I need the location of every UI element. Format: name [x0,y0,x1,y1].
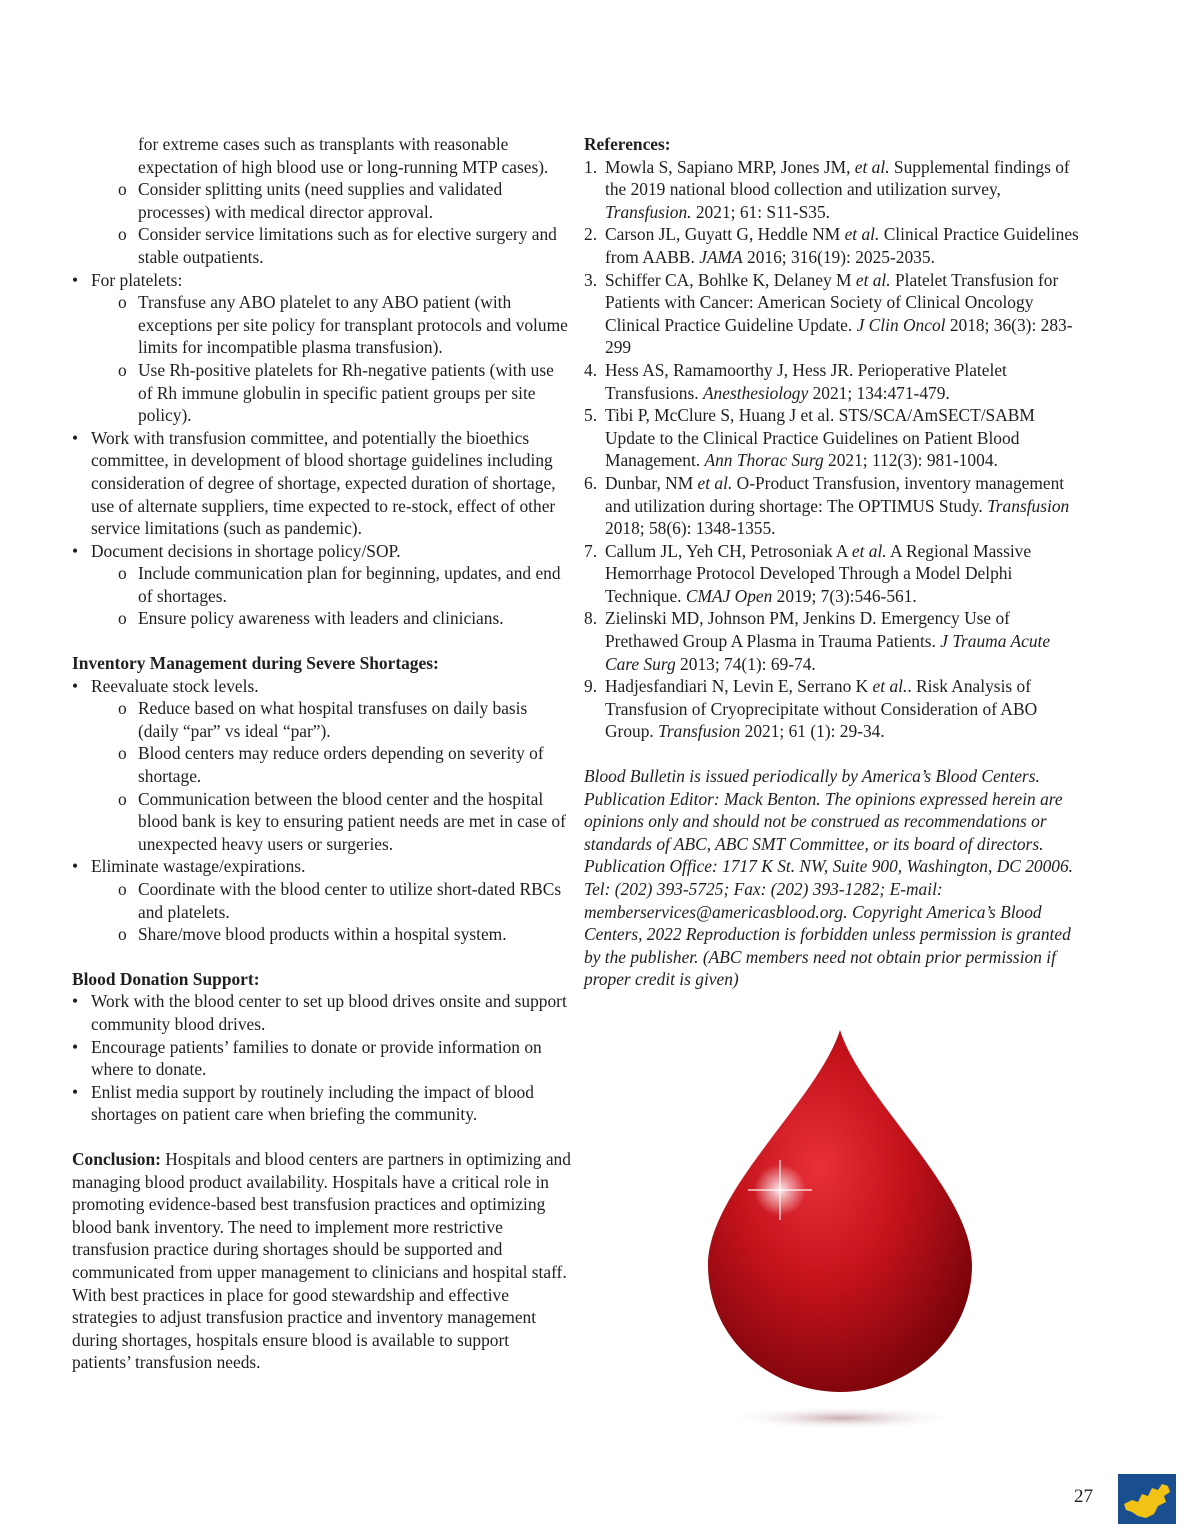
reference-item [584,223,1084,268]
bullet-text: Reevaluate stock levels. [91,675,259,696]
reference-item [584,675,1084,743]
reference-text: Clinical Practice Guidelines from AABB. [605,224,1079,267]
bulletin-notice: Blood Bulletin is issued periodically by America’s Blood Centers. Publication Editor: Mack Benton. The opinions expressed herein are opinions only and should not be construed as recommendations or standards of ABC, ABC SMT Committee, or its board of directors. Publication Office: 1717 K St. NW, Suite 900, Washington, DC 20006. Tel: (202) 393-5725; Fax: (202) 393-1282; E-mail: memberservices@americasblood.org. Copyright America’s Blood Centers, 2022 Reproduction is forbidden unless permission is granted by the publisher. (ABC members need not obtain prior permission if proper credit is given) [584,766,1074,990]
sub-item [118,607,572,630]
reference-italic: J Trauma Acute Care Surg [605,631,1051,674]
reference-text: Zielinski MD, Johnson PM, Jenkins D. Emergency Use of Prethawed Group A Plasma in Trauma Patients. [605,608,1010,652]
sub-item [118,359,572,427]
sub-list [91,291,572,427]
bullet-marker: • [72,540,79,561]
sub-item-text: Use Rh-positive platelets for Rh-negative patients (with use of Rh immune globulin in specific patient groups per site policy). [138,359,554,426]
sub-list [91,878,572,946]
bullet-marker: • [72,427,79,448]
sub-item-text: Communication between the blood center and the hospital blood bank is key to ensuring patient needs are met in case of unexpected heavy users or surgeries. [138,788,566,854]
reference-italic: et al. [855,269,891,290]
sub-bullet-marker: o [118,924,127,945]
sub-item [118,562,572,607]
sub-bullet-marker: o [118,608,127,629]
reference-item [584,404,1084,472]
sub-bullet-marker: o [118,698,127,719]
sub-bullet-marker: o [118,743,127,764]
sub-item-text: Consider service limitations such as for elective surgery and stable outpatients. [138,224,557,267]
sub-bullet-marker: o [118,563,127,584]
sub-item-text: Ensure policy awareness with leaders and clinicians. [138,608,504,629]
reference-text: 2021; 61 (1): 29-34. [740,721,885,742]
reference-number: 1. [584,156,598,177]
sub-bullet-marker: o [118,292,127,313]
bullet-item [72,990,572,1035]
donation-heading: Blood Donation Support: [72,968,260,989]
sub-bullet-marker: o [118,224,127,245]
reference-italic: J Clin Oncol [856,314,946,335]
reference-italic: Transfusion [658,721,741,742]
left-column [72,133,572,1374]
bullet-marker: • [72,675,79,696]
reference-number: 2. [584,224,598,245]
sub-item-text: Coordinate with the blood center to utilize short-dated RBCs and platelets. [138,879,562,922]
reference-text: 2018; 58(6): 1348-1355. [605,518,776,539]
conclusion-label: Conclusion: [72,1148,161,1169]
bullet-item [72,1081,572,1126]
bullet-marker: • [72,1081,79,1102]
sub-bullet-marker: o [118,879,127,899]
reference-number: 6. [584,472,598,493]
reference-item [584,269,1084,359]
reference-text: Hadjesfandiari N, Levin E, Serrano K [605,676,873,697]
reference-italic: et al. [854,156,890,177]
bullet-item [72,427,572,540]
sub-bullet-marker: o [118,359,127,380]
page-number: 27 [1074,1486,1093,1507]
reference-italic: et al. [844,224,880,245]
reference-item [584,359,1084,404]
reference-text: Callum JL, Yeh CH, Petrosoniak A [605,540,852,561]
sub-item [118,742,572,787]
blood-drop-illustration [690,1020,990,1440]
reference-text: . Risk Analysis of Transfusion of Cryoprecipitate without Consideration of ABO Group. [605,676,1038,742]
inventory-bullet-list [72,675,572,946]
policy-bullet-list [72,269,572,631]
intro-sub-item-continuation [118,133,572,178]
reference-italic: et al. [851,540,887,561]
references-list [584,156,1084,743]
sub-item-text: Blood centers may reduce orders depending on severity of shortage. [138,743,544,787]
intro-sub-list [72,133,572,269]
reference-text: Supplemental findings of the 2019 national blood collection and utilization survey, [605,156,1070,200]
reference-text: Tibi P, McClure S, Huang J et al. STS/SCA/AmSECT/SABM Update to the Clinical Practice Guidelines on Patient Blood Management. [605,405,1035,471]
sub-item [118,878,572,923]
intro-sub-item [118,178,572,223]
intro-sub-item [118,223,572,268]
west-virginia-map-icon [1118,1474,1176,1524]
reference-text: A Regional Massive Hemorrhage Protocol Developed Through a Model Delphi Technique. [605,540,1032,606]
bullet-item [72,855,572,945]
reference-item [584,156,1084,224]
reference-text: O-Product Transfusion, inventory management and utilization during shortage: The OPTIMUS Study. [605,472,1065,516]
bullet-item [72,269,572,427]
reference-text: Carson JL, Guyatt G, Heddle NM [605,224,845,245]
reference-text: 2021; 61: S11-S35. [691,201,831,222]
donation-bullet-list [72,990,572,1126]
reference-number: 8. [584,608,598,629]
sub-item [118,923,572,946]
conclusion-text: Hospitals and blood centers are partners in optimizing and managing blood product availability. Hospitals have a critical role in promoting evidence-based best transfusion practices and optimizing blood bank inventory. The need to implement more restrictive transfusion practice during shortages should be supported and communicated from upper management to clinicians and hospital staff. With best practices in place for good stewardship and effective strategies to adjust transfusion practice and inventory management during shortages, hospitals ensure blood is available to support patients’ transfusion needs. [72,1148,571,1373]
bullet-text: Work with transfusion committee, and potentially the bioethics committee, in development of blood shortage guidelines including consideration of degree of shortage, expected duration of shortage, use of alternate suppliers, time expected to re-stock, effect of other service limitations (such as pandemic). [91,427,556,539]
reference-italic: Transfusion [987,495,1070,516]
bullet-text: Eliminate wastage/expirations. [91,856,306,877]
bullet-marker: • [72,991,79,1012]
sub-list [91,697,572,855]
reference-italic: Transfusion. [605,201,692,222]
bullet-item [72,540,572,630]
reference-number: 9. [584,676,598,697]
reference-text: Dunbar, NM [605,472,698,493]
sub-item-text: Transfuse any ABO platelet to any ABO patient (with exceptions per site policy for transplant protocols and volume limits for incompatible plasma transfusion). [138,292,568,358]
bullet-marker: • [72,269,79,290]
conclusion-paragraph [72,1148,572,1374]
reference-italic: Ann Thorac Surg [704,450,824,471]
sub-item-text: Share/move blood products within a hospital system. [138,924,507,945]
sub-item-text: for extreme cases such as transplants with reasonable expectation of high blood use or long-running MTP cases). [138,134,549,177]
sub-item-text: Reduce based on what hospital transfuses on daily basis (daily “par” vs ideal “par”). [138,698,528,741]
sub-item-text: Consider splitting units (need supplies and validated processes) with medical director approval. [138,179,503,222]
bullet-marker: • [72,1036,79,1057]
reference-item [584,607,1084,675]
reference-item [584,540,1084,608]
reference-text: 2018; 36(3): 283-299 [605,314,1073,358]
reference-italic: JAMA [699,246,743,267]
right-column [584,133,1084,991]
bullet-item [72,1036,572,1081]
bullet-text: Encourage patients’ families to donate or provide information on where to donate. [91,1036,542,1080]
reference-italic: Anesthesiology [702,382,809,403]
reference-text: Schiffer CA, Bohlke K, Delaney M [605,269,856,290]
reference-italic: et al. [697,472,733,493]
sub-item [118,697,572,742]
bullet-text: Enlist media support by routinely including the impact of blood shortages on patient care when briefing the community. [91,1081,534,1125]
reference-text: 2013; 74(1): 69-74. [675,653,816,674]
sub-item [118,788,572,856]
reference-number: 5. [584,405,598,426]
reference-text: Hess AS, Ramamoorthy J, Hess JR. Perioperative Platelet Transfusions. [605,359,1007,403]
west-virginia-badge [1118,1474,1176,1524]
reference-item [584,472,1084,540]
reference-number: 3. [584,269,598,290]
donation-section [72,968,572,1126]
reference-number: 7. [584,540,598,561]
inventory-heading: Inventory Management during Severe Shortages: [72,653,439,674]
bullet-marker: • [72,856,79,877]
reference-text: 2021; 112(3): 981-1004. [823,450,998,471]
reference-number: 4. [584,359,598,380]
blood-drop-icon [690,1020,990,1440]
reference-italic: et al. [872,676,908,697]
reference-text: 2021; 134:471-479. [808,382,950,403]
sub-item-text: Include communication plan for beginning, updates, and end of shortages. [138,563,561,606]
conclusion-section [72,1148,572,1374]
bullet-item [72,675,572,856]
reference-text: Mowla S, Sapiano MRP, Jones JM, [605,156,855,177]
inventory-section [72,652,572,946]
reference-text: 2016; 316(19): 2025-2035. [742,246,935,267]
references-heading: References: [584,134,671,154]
bullet-text: Work with the blood center to set up blood drives onsite and support community blood drives. [91,991,567,1034]
reference-text: 2019; 7(3):546-561. [772,585,917,606]
sub-list [91,562,572,630]
reference-text: Platelet Transfusion for Patients with Cancer: American Society of Clinical Oncology Clinical Practice Guideline Update. [605,269,1059,335]
bullet-text: Document decisions in shortage policy/SOP. [91,540,401,561]
sub-item [118,291,572,359]
sub-bullet-marker: o [118,179,127,200]
reference-italic: CMAJ Open [685,585,773,606]
bullet-text: For platelets: [91,269,183,290]
sub-bullet-marker: o [118,788,127,809]
